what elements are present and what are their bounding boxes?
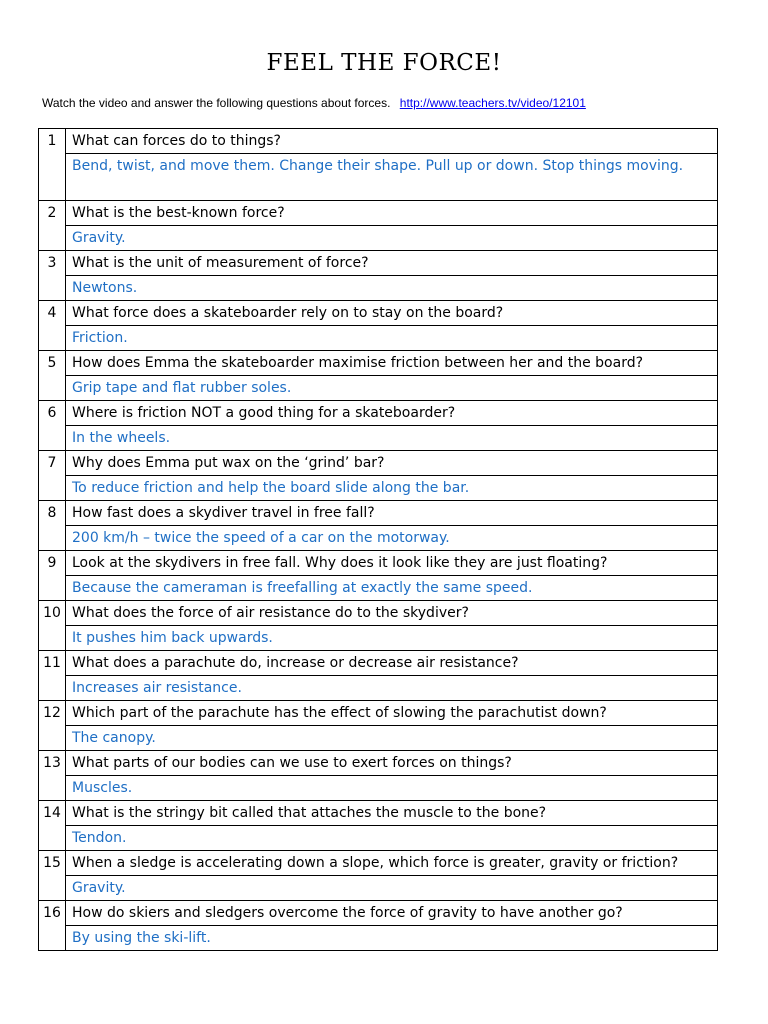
answer-row (39, 626, 718, 651)
question-table (38, 128, 718, 951)
question-number: 3 (39, 251, 66, 301)
question-row (39, 601, 718, 626)
question-number: 11 (39, 651, 66, 701)
answer-row (39, 326, 718, 351)
question-text: How fast does a skydiver travel in free fall? (66, 501, 718, 526)
question-text: Where is friction NOT a good thing for a skateboarder? (66, 401, 718, 426)
question-row (39, 701, 718, 726)
question-row (39, 651, 718, 676)
question-number: 4 (39, 301, 66, 351)
question-text: What is the stringy bit called that attaches the muscle to the bone? (66, 801, 718, 826)
answer-row (39, 426, 718, 451)
question-row (39, 901, 718, 926)
question-number: 1 (39, 129, 66, 201)
answer-row (39, 376, 718, 401)
instructions-text: Watch the video and answer the following questions about forces. (42, 96, 391, 110)
question-text: Look at the skydivers in free fall. Why does it look like they are just floating? (66, 551, 718, 576)
question-text: Why does Emma put wax on the ‘grind’ bar? (66, 451, 718, 476)
question-text: What is the unit of measurement of force? (66, 251, 718, 276)
question-number: 8 (39, 501, 66, 551)
question-row (39, 451, 718, 476)
answer-text: Increases air resistance. (66, 676, 718, 701)
question-table-body (39, 129, 718, 951)
question-number: 6 (39, 401, 66, 451)
question-number: 10 (39, 601, 66, 651)
answer-row (39, 226, 718, 251)
answer-text: 200 km/h – twice the speed of a car on the motorway. (66, 526, 718, 551)
question-text: What can forces do to things? (66, 129, 718, 154)
answer-text: Gravity. (66, 876, 718, 901)
question-text: Which part of the parachute has the effect of slowing the parachutist down? (66, 701, 718, 726)
answer-text: In the wheels. (66, 426, 718, 451)
video-link[interactable]: http://www.teachers.tv/video/12101 (399, 96, 586, 110)
answer-text: It pushes him back upwards. (66, 626, 718, 651)
question-row (39, 401, 718, 426)
answer-text: The canopy. (66, 726, 718, 751)
question-number: 2 (39, 201, 66, 251)
question-text: When a sledge is accelerating down a slope, which force is greater, gravity or friction? (66, 851, 718, 876)
question-number: 5 (39, 351, 66, 401)
question-row (39, 851, 718, 876)
question-number: 13 (39, 751, 66, 801)
question-number: 9 (39, 551, 66, 601)
question-row (39, 301, 718, 326)
question-number: 12 (39, 701, 66, 751)
question-text: How do skiers and sledgers overcome the force of gravity to have another go? (66, 901, 718, 926)
answer-text: Because the cameraman is freefalling at exactly the same speed. (66, 576, 718, 601)
answer-row (39, 926, 718, 951)
answer-row (39, 154, 718, 201)
question-text: What parts of our bodies can we use to exert forces on things? (66, 751, 718, 776)
question-row (39, 251, 718, 276)
question-number: 16 (39, 901, 66, 951)
answer-row (39, 676, 718, 701)
answer-row (39, 276, 718, 301)
answer-row (39, 776, 718, 801)
answer-text: Bend, twist, and move them. Change their shape. Pull up or down. Stop things moving. (66, 154, 718, 201)
answer-text: Gravity. (66, 226, 718, 251)
question-text: What does the force of air resistance do to the skydiver? (66, 601, 718, 626)
question-text: How does Emma the skateboarder maximise friction between her and the board? (66, 351, 718, 376)
page-title: FEEL THE FORCE! (266, 50, 502, 76)
question-row (39, 129, 718, 154)
answer-row (39, 876, 718, 901)
answer-text: By using the ski-lift. (66, 926, 718, 951)
answer-text: To reduce friction and help the board slide along the bar. (66, 476, 718, 501)
question-row (39, 501, 718, 526)
question-text: What does a parachute do, increase or decrease air resistance? (66, 651, 718, 676)
question-number: 15 (39, 851, 66, 901)
question-row (39, 551, 718, 576)
answer-row (39, 726, 718, 751)
answer-text: Grip tape and flat rubber soles. (66, 376, 718, 401)
question-row (39, 801, 718, 826)
question-row (39, 751, 718, 776)
answer-row (39, 476, 718, 501)
answer-text: Tendon. (66, 826, 718, 851)
answer-row (39, 826, 718, 851)
answer-row (39, 576, 718, 601)
answer-text: Muscles. (66, 776, 718, 801)
question-text: What is the best-known force? (66, 201, 718, 226)
question-row (39, 351, 718, 376)
answer-row (39, 526, 718, 551)
question-text: What force does a skateboarder rely on to stay on the board? (66, 301, 718, 326)
answer-text: Newtons. (66, 276, 718, 301)
question-row (39, 201, 718, 226)
question-number: 14 (39, 801, 66, 851)
question-number: 7 (39, 451, 66, 501)
answer-text: Friction. (66, 326, 718, 351)
instructions (42, 96, 586, 110)
